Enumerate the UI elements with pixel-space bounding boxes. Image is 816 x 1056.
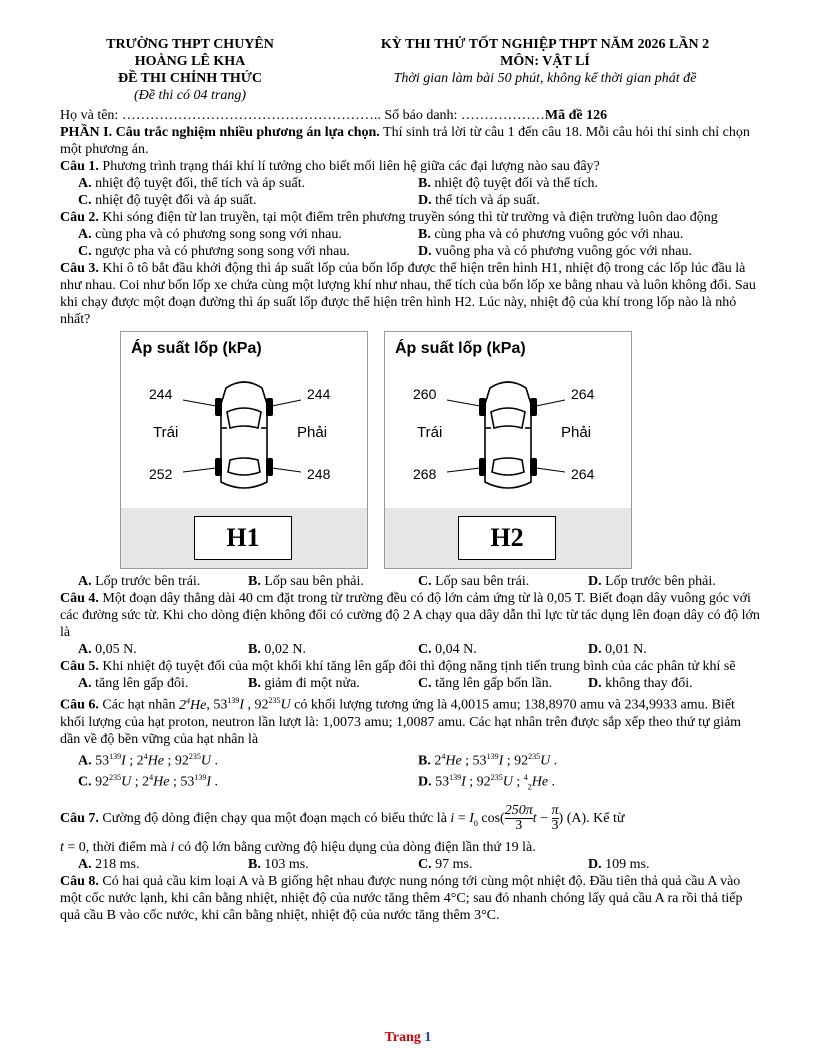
- q3-options: [78, 573, 760, 590]
- question-5: Câu 5. Khi nhiệt độ tuyệt đối của một khối khí tăng lên gấp đôi thì động năng tịnh tiến trung bình của các phân tử khí sẽ: [60, 659, 736, 674]
- q4-options: [78, 641, 760, 658]
- h2-left-label: Trái: [417, 424, 443, 441]
- question-4: Câu 4. Một đoạn dây thẳng dài 40 cm đặt trong từ trường đều có độ lớn cảm ứng từ là 0,05 T. Biết đoạn dây vuông góc với các đường sức từ. Khi cho dòng điện không đổi có cường độ 2 A chạy qua dây dẫn thì lực từ tác dụng lên đoạn dây có độ lớn là: [60, 591, 760, 640]
- h2-right-label: Phải: [561, 424, 592, 441]
- figure-h1: [120, 331, 368, 569]
- q6-option-b: B. $2^4He$ ; $53^{139}I$ ; $92^{235}U$ .: [418, 751, 558, 769]
- q4-option-a: A. 0,05 N.: [78, 642, 137, 657]
- q6-option-a: A. $53^{139}I$ ; $2^4He$ ; $92^{235}U$ .: [78, 751, 219, 769]
- page-footer: [0, 1030, 816, 1046]
- q3-option-d: D. Lốp trước bên phải.: [588, 574, 716, 589]
- q4-option-c: C. 0,04 N.: [418, 642, 477, 657]
- q6-option-c: C. $92^{235}U$ ; $2^4He$ ; $53^{139}I$ .: [78, 773, 219, 790]
- q2-option-d: D. vuông pha và có phương vuông góc với nhau.: [418, 244, 692, 259]
- q5-option-a: A. tăng lên gấp đôi.: [78, 676, 189, 691]
- figure-h1-label: H1: [194, 516, 292, 560]
- h2-front-left: 260: [413, 386, 437, 402]
- exam-code: Mã đề 126: [544, 108, 608, 123]
- school-name-1: TRƯỜNG THPT CHUYÊN: [106, 37, 274, 52]
- q3-option-b: B. Lốp sau bên phải.: [248, 574, 364, 589]
- q2-option-a: A. cùng pha và có phương song song với nhau.: [78, 227, 342, 242]
- question-7: Câu 7. Cường độ dòng điện chạy qua một đoạn mạch có biểu thức là $i = I_0$ cos( $\frac{250\pi}{3}$ t − $\frac{\pi}{3}$ ) (A). Kể từ: [60, 803, 625, 834]
- h2-rear-right: 264: [571, 466, 595, 482]
- q2-option-b: B. cùng pha và có phương vuông góc với nhau.: [418, 227, 684, 242]
- pages-note: (Đề thi có 04 trang): [134, 88, 246, 103]
- q6-option-d: D. $53^{139}I$ ; $92^{235}U$ ; $^4_2$He .: [418, 773, 556, 792]
- question-6: Câu 6. Các hạt nhân $2^4He$, $53^{139}I$ , $92^{235}U$ có khối lượng tương ứng là 4,0015 amu; 138,8970 amu và 234,9933 amu. Biết khối lượng của hạt proton, neutron lần lượt là: 1,0073 amu; 1,0087 amu. Các hạt nhân trên được sắp xếp theo thứ tự giảm dần về độ bền vững của hạt nhân là: [60, 696, 742, 747]
- h1-rear-left: 252: [149, 466, 173, 482]
- school-header: [70, 36, 310, 104]
- candidate-line: Họ và tên: ……………………………………………….. Số báo danh: ………………Mã đề 126: [60, 108, 608, 123]
- h2-front-right: 264: [571, 386, 595, 402]
- question-2: Câu 2. Khi sóng điện từ lan truyền, tại một điểm trên phương truyền sóng thì từ trường và điện trường luôn dao động: [60, 210, 718, 225]
- figure-h2: [384, 331, 632, 569]
- exam-title: KỲ THI THỬ TỐT NGHIỆP THPT NĂM 2026 LẦN 2: [380, 37, 710, 52]
- h1-front-right: 244: [307, 386, 331, 402]
- page-number: 1: [424, 1030, 432, 1045]
- h1-left-label: Trái: [153, 424, 179, 441]
- school-name-2: HOÀNG LÊ KHA: [134, 54, 246, 69]
- figure-h1-title: Áp suất lốp (kPa): [131, 340, 262, 357]
- q7-option-a: A. 218 ms.: [78, 856, 140, 872]
- question-3: Câu 3. Khi ô tô bắt đầu khởi động thì áp suất lốp của bốn lốp được thể hiện trên hình H1, nhiệt độ trong các lốp lúc đầu là như nhau. Coi như bốn lốp xe chứa cùng một lượng khí như nhau, thể tích của bốn lốp xe bằng nhau và luôn không đổi. Sau khi chạy được một đoạn đường thì áp suất lốp được thể hiện trên hình H2. Lúc này, nhiệt độ của khí trong lốp nào là nhỏ nhất?: [60, 261, 756, 327]
- q5-option-c: C. tăng lên gấp bốn lần.: [418, 676, 553, 691]
- h1-rear-right: 248: [307, 466, 331, 482]
- question-1: Câu 1. Phương trình trạng thái khí lí tưởng cho biết mối liên hệ giữa các đại lượng nào sau đây?: [60, 159, 600, 174]
- q1-option-b: B. nhiệt độ tuyệt đối và thể tích.: [418, 176, 599, 191]
- h2-rear-left: 268: [413, 466, 437, 482]
- q1-option-c: C. nhiệt độ tuyệt đối và áp suất.: [78, 193, 257, 208]
- q6-options: [78, 748, 760, 796]
- part1-heading: PHẦN I. Câu trắc nghiệm nhiều phương án lựa chọn. Thí sinh trả lời từ câu 1 đến câu 18. Mỗi câu hỏi thí sinh chỉ chọn một phương án.: [60, 125, 750, 157]
- q1-option-a: A. nhiệt độ tuyệt đối, thể tích và áp suất.: [78, 176, 306, 191]
- subject: MÔN: VẬT LÍ: [500, 54, 590, 69]
- q7-options: [78, 856, 760, 873]
- q7-option-b: B. 103 ms.: [248, 856, 309, 872]
- q4-option-d: D. 0,01 N.: [588, 642, 647, 657]
- h1-right-label: Phải: [297, 424, 328, 441]
- h1-front-left: 244: [149, 386, 173, 402]
- q5-option-d: D. không thay đổi.: [588, 676, 693, 691]
- official-label: ĐỀ THI CHÍNH THỨC: [117, 71, 263, 86]
- q5-option-b: B. giảm đi một nửa.: [248, 676, 360, 691]
- page-word: Trang: [384, 1030, 421, 1045]
- question-8: Câu 8. Có hai quả cầu kim loại A và B giống hệt nhau được nung nóng tới cùng một nhiệt độ. Đầu tiên thả quả cầu A vào một cốc nước lạnh, khi cân bằng nhiệt, nhiệt độ của nước tăng thêm 4°C; sau đó nhanh chóng lấy quả cầu A ra rồi thả tiếp quả cầu B vào cốc nước, khi cân bằng nhiệt, nhiệt độ của nước tăng thêm 3°C.: [60, 873, 743, 923]
- q5-options: [78, 675, 760, 692]
- q7-option-d: D. 109 ms.: [588, 856, 650, 872]
- exam-content: [60, 107, 760, 924]
- q2-option-c: C. ngược pha và có phương song song với nhau.: [78, 244, 350, 259]
- tire-figures: [120, 331, 760, 569]
- q3-option-a: A. Lốp trước bên trái.: [78, 574, 201, 589]
- figure-h2-title: Áp suất lốp (kPa): [395, 340, 526, 357]
- q4-option-b: B. 0,02 N.: [248, 642, 306, 657]
- time-note: Thời gian làm bài 50 phút, không kể thời gian phát đề: [393, 71, 697, 86]
- exam-header: [330, 36, 760, 87]
- figure-h2-label: H2: [458, 516, 556, 560]
- q2-options: [78, 226, 760, 260]
- q1-options: [78, 175, 760, 209]
- question-7-cont: t = 0, thời điểm mà i có độ lớn bằng cường độ hiệu dụng của dòng điện lần thứ 19 là.: [60, 839, 536, 855]
- q1-option-d: D. thể tích và áp suất.: [418, 193, 540, 208]
- q3-option-c: C. Lốp sau bên trái.: [418, 574, 530, 589]
- q7-option-c: C. 97 ms.: [418, 856, 473, 872]
